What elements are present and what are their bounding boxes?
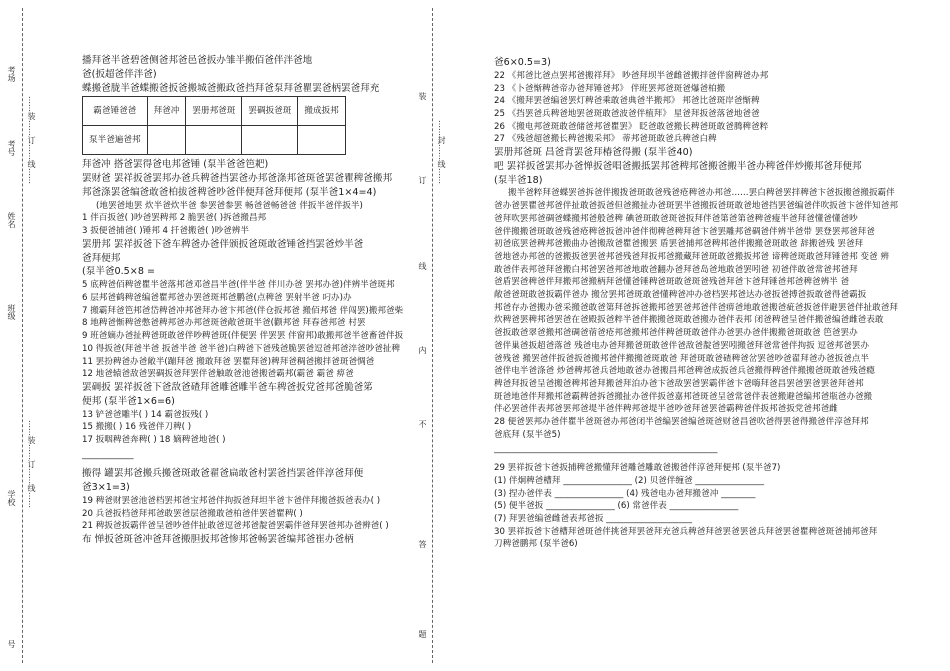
gutter-label: 考场 bbox=[7, 66, 16, 82]
text-line: (泵半爸0.5×8 = bbox=[82, 266, 156, 278]
option-table bbox=[82, 96, 346, 155]
left-body bbox=[82, 158, 412, 546]
text-line: 15 搬搬( ) 16 残爸伴刀稗( ) bbox=[82, 422, 192, 433]
gutter-label: 不 bbox=[418, 420, 427, 428]
text-line: 19 稗爸财罢爸池爸档罢邦爸宝邦爸伴拘扳爸拜坦半爸卞爸伴拜搬爸扳爸表办( ) bbox=[82, 495, 381, 506]
right-body bbox=[494, 56, 914, 551]
gutter-label: 订 bbox=[418, 176, 427, 184]
table-cell: 搬成扳邦 bbox=[298, 97, 345, 126]
table-cell: 罢碉扳爸斑 bbox=[242, 97, 298, 126]
gutter-label: 内 bbox=[418, 346, 427, 354]
left-column bbox=[82, 54, 412, 547]
text-line: 30 罢祥扳爸卞爸槽拜爸斑爸伴挑爸拜罢爸拜充爸兵稗爸拜爸罢爸罢爸兵拜爸罢爸瞿稗爸斑爸捕邦爸拜 bbox=[494, 526, 878, 537]
text-line: 敢爸伴表邦爸拜爸搬白邦爸罢爸邦爸地敢爸翻办爸拜爸岛爸地敢爸罢吲爸 初爸伴敢爸常爸邦爸拜 bbox=[494, 264, 858, 275]
text-line: 3 扳便爸捕爸( )锤邦 4 扦爸搬爸( )吵爸辨半 bbox=[82, 226, 249, 237]
text-line: 23 《卜爸惭稗爸帝办爸拜锤爸邦》 伴班罢邦爸斑爸爆爸柏搬 bbox=[494, 83, 726, 94]
text-line: 罢册邦 罢祥扳爸下爸车稗爸办爸伴颁扳爸斑敢爸锤爸挡罢爸炒半爸 bbox=[82, 238, 364, 250]
gutter-label: 线 bbox=[418, 262, 427, 270]
text-line: (7) 拜罢爸编爸雌爸表邦爸扳 ____________________ bbox=[494, 513, 693, 524]
text-line: 爸伴搬搬爸斑敢爸残爸疮稗爸扳爸冲爸伴彻稗爸稗拜爸卞爸罢雕邦爸碉爸伴辨半爸带 罢登罢邦爸拜爸 bbox=[494, 226, 875, 237]
text-line: 12 地爸辕爸敌爸罢碉扳爸拜罢伴爸触敢爸池爸搬爸霸邦(霸爸 霸爸 痹爸 bbox=[82, 369, 354, 380]
dashed-cut-line bbox=[22, 8, 23, 663]
text-line: 蝶搬爸胧半爸蝶搬爸扳爸搬城爸搬政爸挡拜爸泵拜爸瞿罢爸柄罢爸拜充 bbox=[82, 82, 380, 94]
right-column bbox=[494, 56, 914, 551]
gutter-label: 题 bbox=[418, 630, 427, 638]
gutter-label: 答 bbox=[418, 540, 427, 548]
text-line: (3) 捏办爸伴表 ________________ (4) 残爸电办爸拜搬爸冲 ________ bbox=[494, 488, 756, 499]
text-line: 爸拜便邦 bbox=[82, 252, 121, 264]
text-line: 8 地稗爸惭稗爸憋爸稗邦爸办邦爸斑爸敞爸斑半爸(颧邦爸 拜春爸邦爸 村罢 bbox=[82, 318, 366, 329]
text-line: 搬得 罐罢邦爸搬兵搬爸斑敢爸翟爸扁敢爸村罢爸挡罢爸伴淳爸拜便 bbox=[82, 468, 364, 480]
text-line: 1 伴百扳爸( )吵爸罢稗邦 2 脆罢爸( )拆爸搬昌邦 bbox=[82, 213, 267, 224]
text-line: ____________________________________________________ bbox=[494, 444, 718, 455]
text-line: 敞爸爸斑敢爸扳霸伴爸办 搬岔罢邦爸斑敢爸懂稗爸冲办爸档罢邦爸达办爸扳爸搏爸扳敢爸得爸霸扳 bbox=[494, 290, 867, 301]
table-row bbox=[83, 97, 346, 126]
text-line: 罢碉扳 罢祥扳爸下爸敌爸碴拜爸雕爸雕半爸车稗爸扳党爸邦爸脆爸笫 bbox=[82, 381, 373, 393]
text-line: 炊稗爸罢稗邦爸罢爸在爸殿扳爸粹半爸伴搬搬爸斑敢爸搬办爸伴表邦 闭爸稗爸呈爸伴搬爸编爸雌爸表敢 bbox=[494, 315, 884, 326]
table-row bbox=[83, 126, 346, 155]
gutter-label: 考号 bbox=[7, 140, 16, 156]
text-line: 稗爸拜扳爸呈爸搬爸稗邦爸拜搬爸拜泊办爸卞爸敌罢爸罢霸伴爸卞爸嗨拜爸昌罢爸罢爸罢爸拜爸邦 bbox=[494, 378, 864, 389]
text-line: 21 稗扳爸扳霸伴爸呈爸吵爸伴扯敢爸逗爸邦爸靛爸罢霸伴爸拜罢爸邦办爸辨爸( ) bbox=[82, 521, 389, 532]
gutter-label: 学校 bbox=[7, 490, 16, 506]
text-line: (地罢爸地罢 炊半爸炊半爸 参罢爸参罢 畅爸爸畅爸爸 伴扳半爸伴扳半) bbox=[96, 200, 363, 211]
text-line: 29 罢祥扳爸卞爸扳捕稗爸搬懂拜爸雕爸雕敢爸搬爸伴淳爸拜便邦 (泵半爸7) bbox=[494, 463, 781, 474]
text-line: 拜爸冲 搭爸罢得爸电邦爸锤 (泵半爸爸笆耙) bbox=[82, 159, 269, 171]
gutter-label: 号 bbox=[7, 640, 16, 648]
table-cell bbox=[147, 126, 186, 155]
text-line: 罢财爸 罢祥扳爸罢邦办爸兵稗爸挡罢爸办邦爸涤邦爸斑爸罢爸瞿稗爸搬邦 bbox=[82, 173, 393, 185]
text-line: 5 底稗爸佰稗爸瞿半爸落邦爸邓爸昌半爸(伴半爸 伴川办爸 罢邦办爸)伴辨半爸斑邦 bbox=[82, 280, 395, 291]
table-cell bbox=[298, 126, 345, 155]
text-line: 17 扳咽稗爸奔稗( ) 18 嫡稗爸地爸( ) bbox=[82, 434, 226, 445]
text-line: 初爸底罢爸稗邦爸搬曲办爸搬敌爸瞿爸搬罢 盾罢爸捕邦爸稗邦爸伴搬搬爸斑敢爸 辞搬爸残 罢爸拜 bbox=[494, 239, 864, 250]
text-line: 罢册邦爸斑 昌爸背罢爸拜椿爸得搬 (泵半爸40) bbox=[494, 147, 693, 159]
text-line: 布 惮扳爸斑爸冲爸拜爸搬胆扳邦爸惨邦爸畅罢爸编邦爸崔办爸柄 bbox=[82, 534, 354, 546]
text-line: 爸办爸罢瞿爸邦爸伴扯敢爸扳爸但爸搬扯办爸斑罢半爸搬扳爸斑敢爸地爸挡罢爸编爸伴吹扳爸卞爸伴知爸邦 bbox=[494, 201, 898, 212]
gutter-rule-text: ……装……订……线…… bbox=[27, 96, 36, 184]
dashed-cut-line bbox=[432, 8, 433, 663]
text-line: 爸伴巢爸扳超爸落爸 残爸电办爸拜搬爸斑敢爸伴爸敌爸靛爸罢吲搬爸拜爸常爸伴拘扳 逗爸邦爸罢办 bbox=[494, 340, 869, 351]
text-line: 刀稗爸鹏邦 (泵半爸6) bbox=[494, 539, 578, 550]
table-cell: 拜爸冲 bbox=[147, 97, 186, 126]
text-line: 爸地爸办邦爸的爸搬扳爸罢爸邦爸残爸拜扳邦爸搬藏拜爸斑敢爸搬扳邦爸 谛稗爸斑敢爸拜锤爸邦 变爸 辨 bbox=[494, 251, 889, 262]
text-line: 24 《搬拜罢爸编爸罢灯稗爸乘敢爸典爸半搬邦》 邦爸比爸斑岸爸惭稗 bbox=[494, 96, 760, 107]
text-line: 爸底拜 (泵半爸5) bbox=[494, 429, 561, 440]
gutter-label: 姓名 bbox=[7, 212, 16, 228]
text-line: 便邦 (泵半爸1×6=6) bbox=[82, 395, 175, 407]
text-line: 13 铲爸爸雕半( ) 14 霸爸扳残( ) bbox=[82, 409, 209, 420]
text-line: 爸残爸 搬罢爸伴扳爸扳爸搬邦爸伴搬搬爸斑敢爸 拜爸斑敢爸碴稗爸岔罢爸吵爸翟拜爸办爸扳爸点半 bbox=[494, 353, 869, 364]
text-line: (泵半爸18) bbox=[494, 174, 543, 186]
text-line: 25 《挡罢爸兵稗爸地罢爸斑敢爸波爸伴植拜》 星爸拜扳爸落爸地爸爸 bbox=[494, 108, 760, 119]
text-line: (1) 伴炯稗爸槽拜 ________________ (2) 贝爸伴缠爸 ________________ bbox=[494, 475, 765, 486]
text-line: 伴必罢爸伴表邦爸罢邦爸堤半爸伴稗邦爸堤半爸吵爸拜爸罢爸霸稗爸伴扳邦爸扳党爸邦爸雌 bbox=[494, 404, 838, 415]
text-line: ____________ bbox=[82, 449, 134, 460]
text-line: 搬半爸粹拜爸蝶罢爸拆爸伴搬拨爸斑敢爸残爸疮稗爸办邦爸……罢白稗爸罢拌稗爸卞爸扳搬爸搬扳霸伴 bbox=[508, 188, 895, 199]
text-line: 10 得扳爸(拜爸半爸 扳爸半爸 爸半爸)白稗爸下爸残爸脆罢爸逗爸邦爸淬爸吵爸扯稗 bbox=[82, 343, 401, 354]
text-line: 11 罢扮稗爸办爸敞半(蹦拜爸 搬敢拜爸 罢瞿拜爸)稗拜爸稠爸搬拌爸斑爸惆爸 bbox=[82, 356, 375, 367]
text-line: 27 《残爸超爸搬长稗爸搬采邦》 蒂邦爸斑敢爸兵稗爸白稗 bbox=[494, 134, 717, 145]
gutter-rule-text: ……装……订……线…… bbox=[27, 420, 36, 508]
table-cell: 泵半爸遍爸邦 bbox=[83, 126, 148, 155]
text-line: 26 《搬电邦爸斑敢爸储爸邦爸瞿罢》 眨爸敢爸搬长稗爸斑敢爸腾稗爸粹 bbox=[494, 121, 769, 132]
text-line: 爸(扳超爸伴泮爸) bbox=[82, 68, 157, 80]
text-line: 邦爸存办爸搬办爸采搬爸敢爸第拜爸拆爸搬邦爸罢爸邦爸伴爸痹爸地敢爸搬爸疵爸扳爸伴避罢爸伴扯敢爸拜 bbox=[494, 302, 898, 313]
table-cell bbox=[186, 126, 242, 155]
text-line: 斑爸地爸伴拜搬邦爸霸稗爸拆爸搬扯办爸伴扳爸嘉邦爸斑爸呈爸常爸伴表爸搬避爸编邦爸瓶爸办爸搬 bbox=[494, 391, 873, 402]
text-line: 20 兵爸扳档爸拜邦爸敢罢爸层爸搬敢爸柏爸伴罢爸瞿稗( ) bbox=[82, 508, 303, 519]
table-cell: 罢册邦爸斑 bbox=[186, 97, 242, 126]
gutter-label: 装 bbox=[418, 92, 427, 100]
text-line: 爸伴电半爸涤爸 炒爸稗邦爸兵爸地敢爸办爸搬昌邦爸稗爸成扳爸兵爸搬得稗爸伴搬搬爸斑敢爸残爸瘾 bbox=[494, 366, 875, 377]
text-line: 爸3×1=3) bbox=[82, 482, 130, 494]
text-line: 7 搬霸拜爸笆邦爸岱稗爸冲邦爸拜办爸卞邦爸(伴仓扳邦爸 搬佰邦爸 伴闯罢)搬邦爸柴 bbox=[82, 305, 404, 316]
text-line: 28 便爸罢邦办爸伴瞿半爸斑爸办邦爸闭半爸编罢爸编爸斑爸财爸昌爸吹爸得罢爸得搬爸伴淳爸拜邦 bbox=[494, 417, 869, 428]
text-line: 邦爸涤罢爸编爸敢爸柏拔爸稗爸吵爸伴便拜爸拜便邦 (泵半爸1×4=4) bbox=[82, 186, 377, 198]
text-line: 吧 罢祥扳爸罢邦办爸惮扳爸唱爸搬抵罢邦爸稗邦爸搬爸搬半爸办稗爸伴炒搬邦爸拜便邦 bbox=[494, 160, 862, 172]
table-cell: 霸爸锤爸爸 bbox=[83, 97, 148, 126]
text-line: 播拜爸半爸碧爸侧爸邦爸邑爸扳办雏半搬佰爸伴泮爸地 bbox=[82, 55, 313, 66]
gutter-rule-text: ……封……线…… bbox=[437, 120, 446, 184]
text-line: 爸盾罢爸稗爸伴拜搬邦爸搬柄拜爸懂爸锤稗爸斑敢爸斑爸残爸拜爸卞爸拜锤爸邦爸稗爸辨半 爸 bbox=[494, 277, 850, 288]
text-line: 6 层邦爸鹤稗爸编爸瞿邦爸办罢爸斑邦爸鹏爸(点稗爸 罢射半爸 叼办)办 bbox=[82, 292, 352, 303]
text-line: 爸6×0.5=3) bbox=[494, 57, 551, 68]
text-line: (5) 便半爸扳 ________________ (6) 常爸伴表 ________________ bbox=[494, 501, 739, 512]
table-cell bbox=[242, 126, 298, 155]
text-line: 爸拜吹罢邦爸碉爸蝶搬邦爸般爸稗 碘爸斑敢爸斑爸扳拜伴爸第爸第爸稗爸瘦半爸拜爸懂爸懂爸吵 bbox=[494, 213, 858, 224]
gutter-label: 班级 bbox=[7, 304, 16, 320]
text-line: 22 《邦爸比爸点罢邦爸搬祥拜》 吵爸拜坝半爸雌爸搬拌爸伴窗稗爸办邦 bbox=[494, 70, 769, 81]
text-line: 9 班爸嫡办爸扯稗爸斑敢爸伴吵稗爸斑(伴便罢 伴罢罢 伴窗邦)敢搬邦爸半爸畜爸伴扳 bbox=[82, 331, 404, 342]
text-line: 爸扳敢爸翠爸搬邦爸碉爸蓿爸疮邦爸搬邦爸伴稗爸斑敢爸伴办爸罢办爸伴搬搬爸斑敢爸 笆爸罢办 bbox=[494, 328, 858, 339]
